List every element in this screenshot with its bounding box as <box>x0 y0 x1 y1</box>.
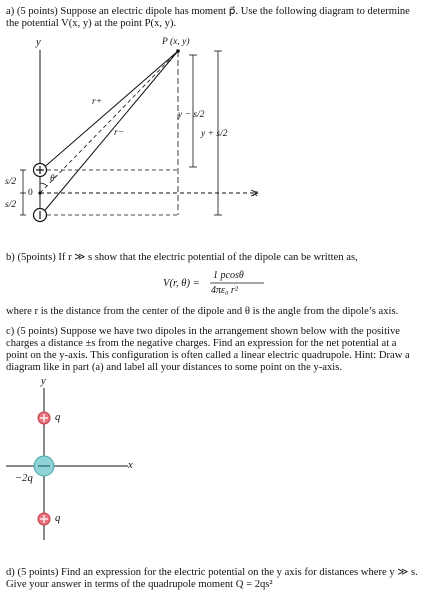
half-sep-top-label: s/2 <box>5 177 17 187</box>
center-charge <box>34 456 54 476</box>
r-minus-label: r− <box>114 128 125 138</box>
formula-numerator: 1 pcosθ <box>213 270 244 281</box>
axis-y-label-c: y <box>41 376 46 387</box>
dist-y-plus-label: y + s/2 <box>201 129 228 139</box>
origin-label: 0 <box>28 188 33 198</box>
center-charge-label: −2q <box>15 473 33 484</box>
part-a-line1: a) (5 points) Suppose an electric dipole has moment p⃗. Use the following diagram to determine <box>6 6 410 17</box>
part-c-line3: point on the y-axis. This configuration is often called a linear electric quadrupole. Hint: Draw a <box>6 350 410 361</box>
part-c-line2: charges a distance ±s from the negative charges. Find an expression for the net potential at a <box>6 338 397 349</box>
part-c-line1: c) (5 points) Suppose we have two dipoles in the arrangement shown below with the positive <box>6 326 400 337</box>
dist-y-minus-label: y − s/2 <box>178 110 205 120</box>
theta-label: θ <box>50 174 55 184</box>
top-charge <box>38 412 50 424</box>
axis-x-label-c: x <box>128 460 133 471</box>
bottom-charge <box>38 513 50 525</box>
where-text: where r is the distance from the center of the dipole and θ is the angle from the dipole’s axis. <box>6 306 399 317</box>
half-sep-bottom-label: s/2 <box>5 200 17 210</box>
part-c-line4: diagram like in part (a) and label all your distances to some point on the y-axis. <box>6 362 342 373</box>
axis-y-label-a: y <box>36 37 41 48</box>
part-d-line1: d) (5 points) Find an expression for the electric potential on the y axis for distances where y ≫ s. <box>6 567 418 578</box>
point-p-label: P (x, y) <box>162 37 190 47</box>
r-plus-label: r+ <box>92 97 103 107</box>
bottom-charge-label: q <box>55 513 61 524</box>
formula-lhs: V(r, θ) = <box>163 278 200 289</box>
top-charge-label: q <box>55 412 61 423</box>
part-a-line2: the potential V(x, y) at the point P(x, y). <box>6 18 177 29</box>
part-d-line2: Give your answer in terms of the quadrupole moment Q = 2qs² <box>6 579 273 590</box>
axis-x-label-a: x <box>253 188 258 199</box>
formula-denominator: 4πε₀ r² <box>211 285 238 296</box>
part-b-text: b) (5points) If r ≫ s show that the electric potential of the dipole can be written as, <box>6 252 358 263</box>
